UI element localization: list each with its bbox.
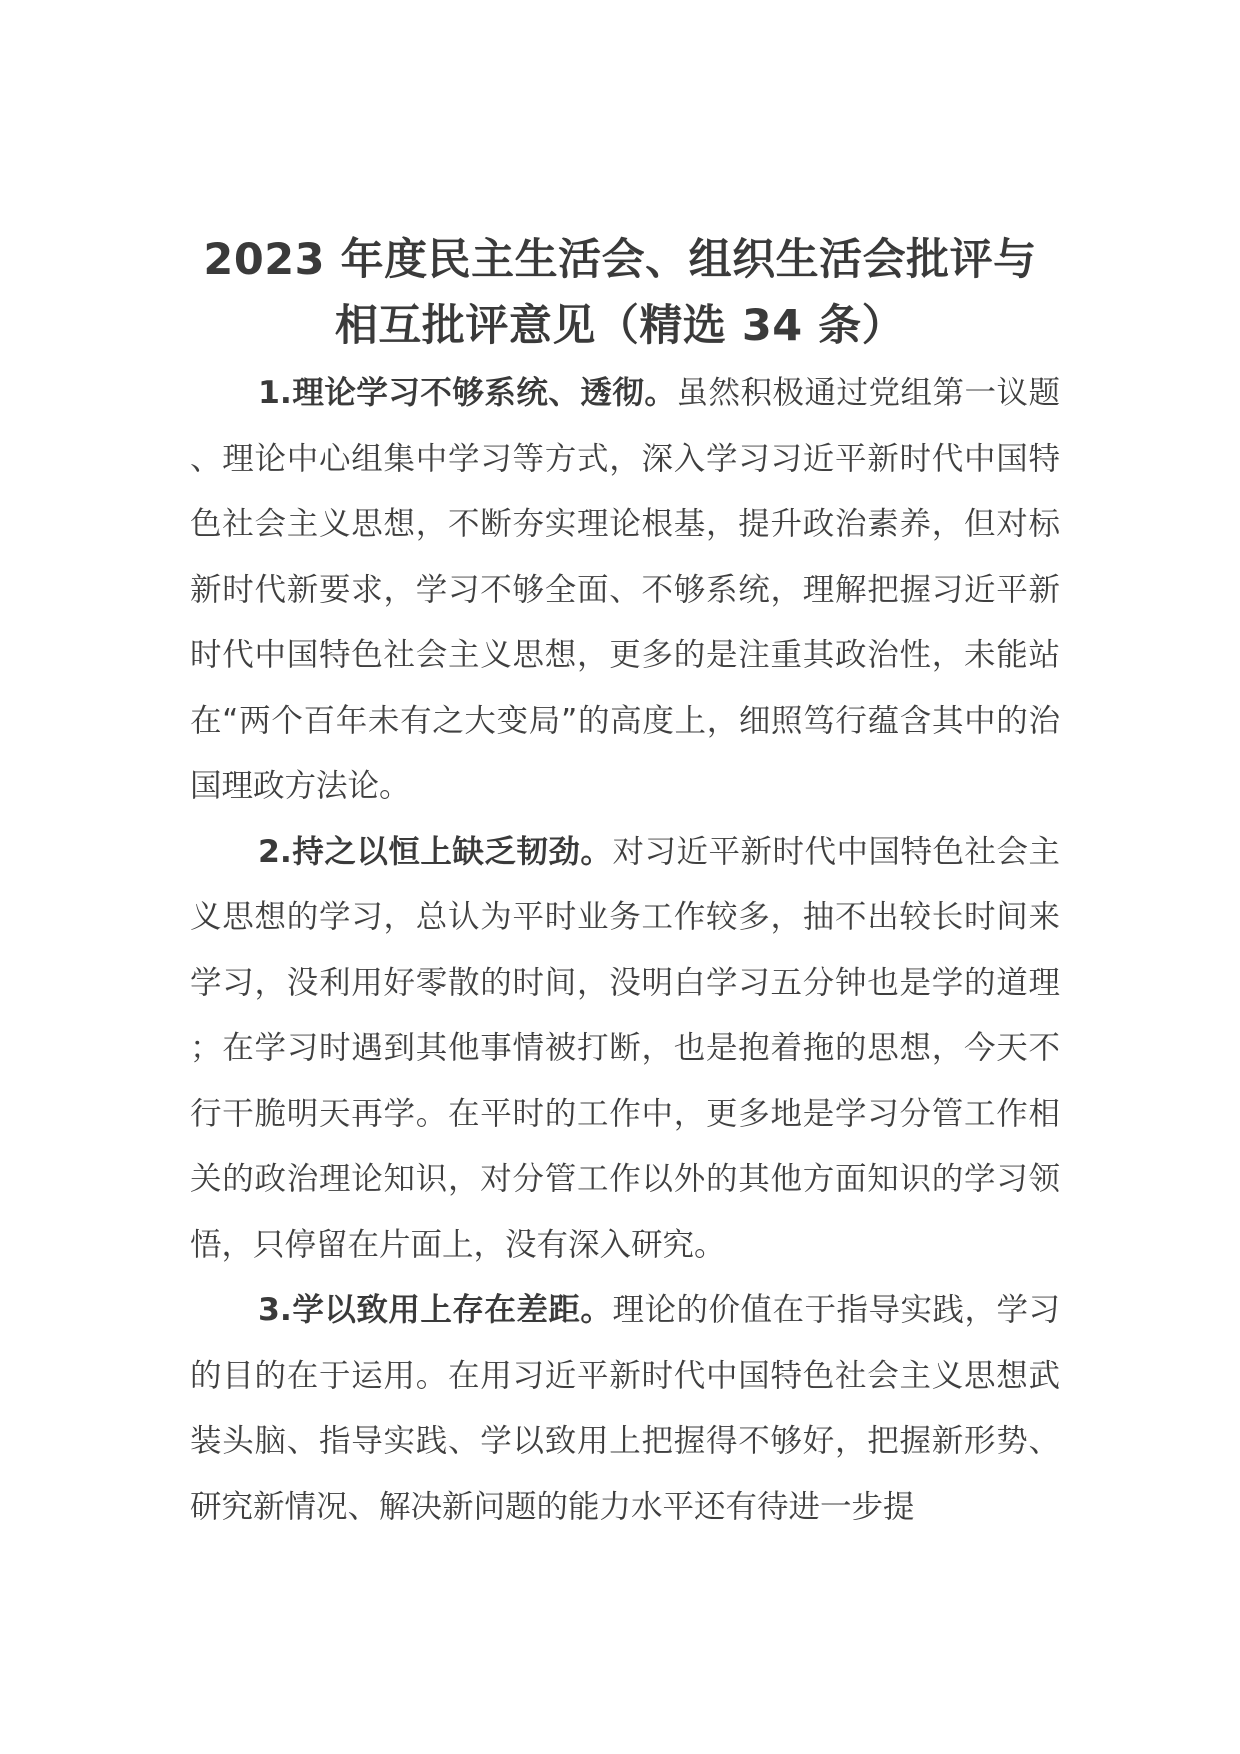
paragraph-2 — [190, 820, 1060, 1279]
document-title — [150, 227, 1090, 359]
paragraph-heading: 1.理论学习不够系统、透彻。 — [258, 375, 677, 411]
title-line-2: 相互批评意见（精选 34 条） — [334, 300, 906, 351]
paragraph-text: 对习近平新时代中国特色社会主义思想的学习，总认为平时业务工作较多，抽不出较长时间来学习，没利用好零散的时间，没明白学习五分钟也是学的道理；在学习时遇到其他事情被打断，也是抱着拖的思想，今天不行干脆明天再学。在平时的工作中，更多地是学习分管工作相关的政治理论知识，对分管工作以外的其他方面知识的学习领悟，只停留在片面上，没有深入研究。 — [190, 833, 1060, 1263]
paragraph-text: 虽然积极通过党组第一议题、理论中心组集中学习等方式，深入学习习近平新时代中国特色社会主义思想，不断夯实理论根基，提升政治素养，但对标新时代新要求，学习不够全面、不够系统，理解把握习近平新时代中国特色社会主义思想，更多的是注重其政治性，未能站在“两个百年未有之大变局”的高度上，细照笃行蕴含其中的治国理政方法论。 — [190, 375, 1060, 804]
document-body — [190, 361, 1060, 1540]
paragraph-heading: 3.学以致用上存在差距。 — [258, 1292, 613, 1328]
paragraph-3 — [190, 1278, 1060, 1540]
title-line-1: 2023 年度民主生活会、组织生活会批评与 — [203, 234, 1037, 285]
paragraph-heading: 2.持之以恒上缺乏韧劲。 — [258, 833, 613, 870]
paragraph-text: 理论的价值在于指导实践，学习的目的在于运用。在用习近平新时代中国特色社会主义思想武装头脑、指导实践、学以致用上把握得不够好，把握新形势、研究新情况、解决新问题的能力水平还有待进一步提 — [190, 1292, 1060, 1525]
paragraph-1 — [190, 361, 1060, 820]
